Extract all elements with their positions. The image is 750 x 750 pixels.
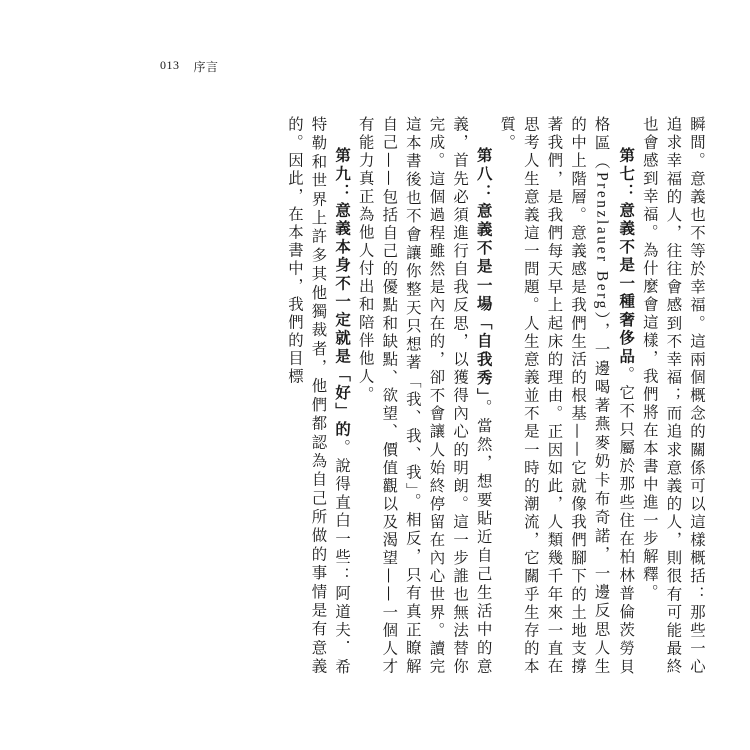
paragraph xyxy=(282,116,353,676)
bold-heading-text: 第九：意義本身不一定就是「好」的 xyxy=(333,146,352,439)
paragraph xyxy=(353,116,495,676)
vertical-body-text xyxy=(282,116,708,676)
page-number: 013 xyxy=(160,58,180,72)
bold-heading-text: 第八：意義不是一場「自我秀」 xyxy=(474,146,493,399)
body-text-segment: 。當然，想要貼近自己生活中的意義，首先必須進行自我反思，以獲得內心的明朗。這一步誰也無法替你完成。這個過程雖然是內在的，卻不會讓人始終停留在內心世界。讀完這本書後也不會讓你整天只想著「我、我、我」。相反，只有真正瞭解自己——包括自己的優點和缺點、欲望、價值觀以及渴望——一個人才有能力真正為他人付出和陪伴他人。 xyxy=(356,116,493,676)
body-text-segment: 。說得直白一些：阿道夫．希特勒和世界上許多其他獨裁者，他們都認為自己所做的事情是有意義的。因此，在本書中，我們的目標 xyxy=(285,116,352,677)
section-title: 序言 xyxy=(193,60,219,74)
paragraph xyxy=(495,116,638,676)
paragraph xyxy=(637,116,708,676)
bold-heading-text: 第七：意義不是一種奢侈品 xyxy=(617,146,636,366)
body-text-segment: 瞬間。意義也不等於幸福。這兩個概念的關係可以這樣概括：那些一心追求幸福的人，往往會感到不幸福；而追求意義的人，則很有可能最終也會感到幸福。為什麼會這樣，我們將在本書中進一步解釋。 xyxy=(640,116,706,676)
body-text-segment: 。它不只屬於那些住在柏林普倫茨勞貝格區（ xyxy=(592,116,636,677)
body-text-segment: ），一邊喝著燕麥奶卡布奇諾，一邊反思人生的中上階層。意義感是我們生活的根基——它就像我們腳下的土地支撐著我們，是我們每天早上起床的理由。正因如此，人類幾千年來一直在思考人生意義這一問題。人生意義並不是一時的潮流，它關乎生存的本質。 xyxy=(498,116,611,677)
running-header xyxy=(160,58,219,75)
body-text-segment: Prenzlauer Berg xyxy=(593,171,611,311)
